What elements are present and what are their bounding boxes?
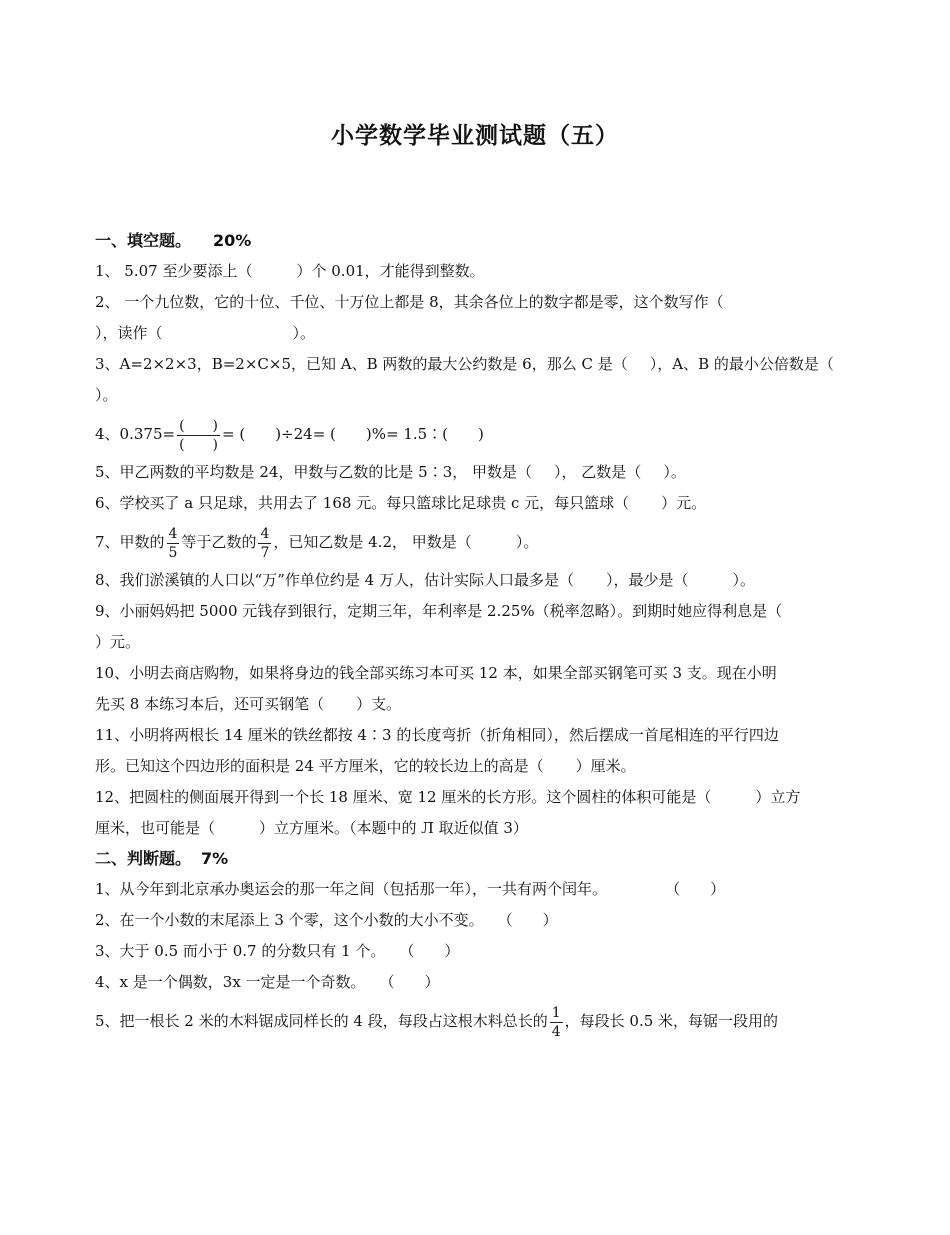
section-title: 二、判断题。 <box>95 849 192 868</box>
question-1-2-line1: 2、 一个九位数，它的十位、千位、十万位上都是 8，其余各位上的数字都是零，这个数写作（ <box>95 293 724 311</box>
section-score: 20% <box>213 231 252 250</box>
question-1-1: 1、 5.07 至少要添上（ ）个 0.01，才能得到整数。 <box>95 262 485 280</box>
question-1-11-line1: 11、小明将两根长 14 厘米的铁丝都按 4∶3 的长度弯折（折角相同），然后摆成一首尾相连的平行四边 <box>95 726 779 744</box>
fraction-one-quarter: $\frac{1}{4}$ <box>551 1004 561 1040</box>
question-1-2-line2: ），读作（ ）。 <box>95 324 316 342</box>
question-1-5: 5、甲乙两数的平均数是 24，甲数与乙数的比是 5∶3， 甲数是（ ）， 乙数是（ ）。 <box>95 463 686 481</box>
question-1-9-line1: 9、小丽妈妈把 5000 元钱存到银行，定期三年，年利率是 2.25%（税率忽略）。到期时她应得利息是（ <box>95 602 783 620</box>
section-heading-true-false <box>95 844 857 874</box>
question-2-4: 4、x 是一个偶数，3x 一定是一个奇数。 （ ） <box>95 973 440 991</box>
question-2-2: 2、在一个小数的末尾添上 3 个零，这个小数的大小不变。 （ ） <box>95 911 558 929</box>
question-1-4: 4、0.375= $\frac{( )}{( )}$ = ( )÷24= ( )%= 1.5∶( ) <box>95 417 484 453</box>
section-title: 一、填空题。 <box>95 231 192 250</box>
question-1-9-line2: ）元。 <box>95 633 141 651</box>
fraction-blank: $\frac{( )}{( )}$ <box>179 417 218 453</box>
question-1-6: 6、学校买了 a 只足球，共用去了 168 元。每只篮球比足球贵 c 元，每只篮球（ ）元。 <box>95 494 707 512</box>
question-1-3-line2: ）。 <box>95 386 118 404</box>
section-score: 7% <box>201 849 229 868</box>
question-1-10-line1: 10、小明去商店购物，如果将身边的钱全部买练习本可买 12 本，如果全部买钢笔可买 3 支。现在小明 <box>95 664 777 682</box>
question-2-3: 3、大于 0.5 而小于 0.7 的分数只有 1 个。 （ ） <box>95 942 460 960</box>
question-1-7: 7、甲数的 $\frac{4}{5}$ 等于乙数的 $\frac{4}{7}$ ，已知乙数是 4.2， 甲数是（ ）。 <box>95 525 539 561</box>
question-2-5: 5、把一根长 2 米的木料锯成同样长的 4 段，每段占这根木料总长的 $\frac{1}{4}$ ，每段长 0.5 米，每锯一段用的 <box>95 1004 779 1040</box>
document-body <box>95 226 857 1044</box>
question-2-1: 1、从今年到北京承办奥运会的那一年之间（包括那一年），一共有两个闰年。 （ ） <box>95 880 726 898</box>
question-1-8: 8、我们淤溪镇的人口以“万”作单位约是 4 万人，估计实际人口最多是（ ），最少是（ ）。 <box>95 571 755 589</box>
question-1-10-line2: 先买 8 本练习本后，还可买钢笔（ ）支。 <box>95 695 402 713</box>
fraction-four-sevenths: $\frac{4}{7}$ <box>260 525 270 561</box>
page-title: 小学数学毕业测试题（五） <box>331 123 619 149</box>
question-1-3-line1: 3、A=2×2×3，B=2×C×5，已知 A、B 两数的最大公约数是 6，那么 C 是（ ），A、B 的最小公倍数是（ <box>95 355 834 373</box>
fraction-four-fifths: $\frac{4}{5}$ <box>168 525 178 561</box>
question-1-12-line1: 12、把圆柱的侧面展开得到一个长 18 厘米、宽 12 厘米的长方形。这个圆柱的体积可能是（ ）立方 <box>95 788 801 806</box>
question-1-12-line2: 厘米，也可能是（ ）立方厘米。（本题中的 Л 取近似值 3） <box>95 819 528 837</box>
question-1-11-line2: 形。已知这个四边形的面积是 24 平方厘米，它的较长边上的高是（ ）厘米。 <box>95 757 636 775</box>
section-heading-fill-in <box>95 226 857 256</box>
